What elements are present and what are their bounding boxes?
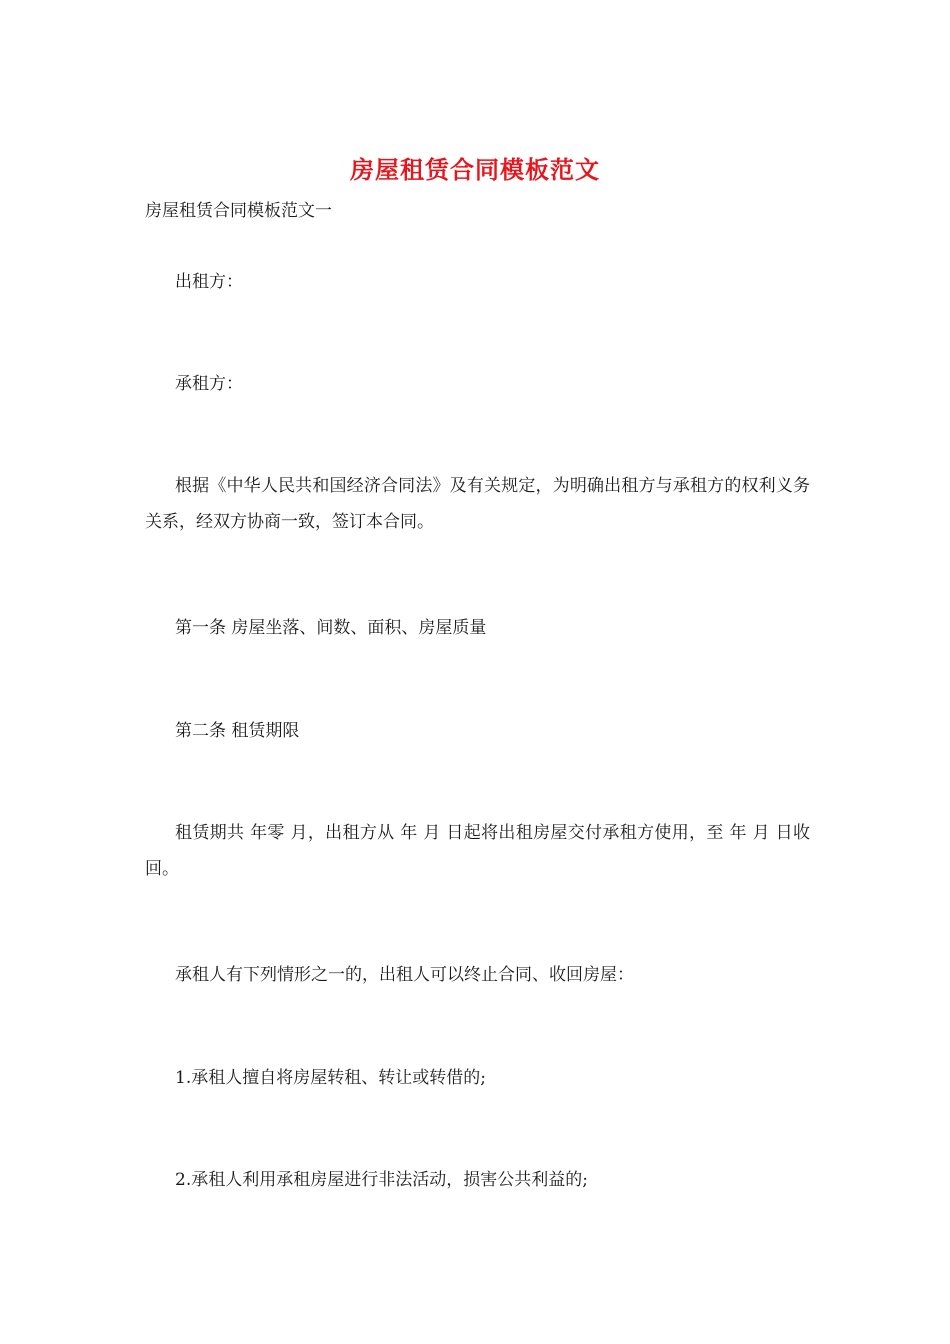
article-2-heading: 第二条 租赁期限 bbox=[175, 721, 300, 741]
lessor-label: 出租方： bbox=[175, 272, 243, 292]
termination-item-1: 1.承租人擅自将房屋转租、转让或转借的; bbox=[175, 1068, 486, 1088]
article-1-heading: 第一条 房屋坐落、间数、面积、房屋质量 bbox=[175, 618, 487, 638]
document-title: 房屋租赁合同模板范文 bbox=[350, 155, 600, 184]
document-subtitle: 房屋租赁合同模板范文一 bbox=[145, 201, 332, 221]
lessee-label: 承租方： bbox=[175, 374, 243, 394]
term-paragraph: 租赁期共 年零 月，出租方从 年 月 日起将出租房屋交付承租方使用，至 年 月 日收回。 bbox=[145, 823, 810, 879]
preamble-paragraph: 根据《中华人民共和国经济合同法》及有关规定，为明确出租方与承租方的权利义务关系，经双方协商一致，签订本合同。 bbox=[145, 476, 810, 532]
termination-intro: 承租人有下列情形之一的，出租人可以终止合同、收回房屋： bbox=[175, 965, 634, 985]
termination-item-2: 2.承租人利用承租房屋进行非法活动，损害公共利益的; bbox=[175, 1170, 588, 1190]
